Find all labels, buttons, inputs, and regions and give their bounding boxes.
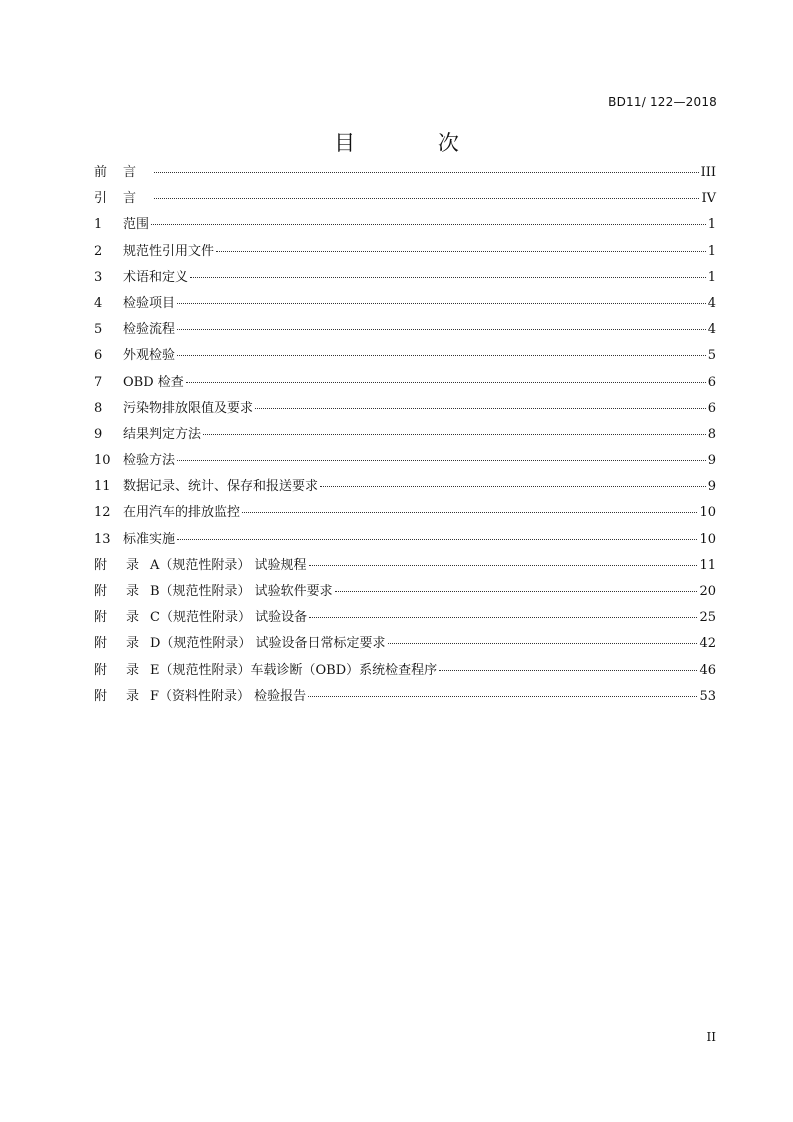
annex-word: 附录: [94, 636, 159, 652]
toc-entry-page: 42: [699, 636, 716, 652]
toc-entry-page: III: [700, 165, 716, 180]
toc-entry-label: 在用汽车的排放监控: [123, 505, 241, 521]
toc-entry-label: B（规范性附录） 试验软件要求: [150, 584, 333, 599]
toc-entry-page: 5: [707, 348, 716, 364]
dot-leader: [177, 460, 706, 461]
dot-leader: [388, 643, 698, 644]
toc-entry-label: 规范性引用文件: [123, 243, 215, 259]
dot-leader: [309, 565, 698, 566]
toc-entry-label: 术语和定义: [123, 269, 189, 285]
dot-leader: [203, 434, 706, 435]
toc-entry-label: 数据记录、统计、保存和报送要求: [123, 479, 319, 495]
toc-entry-number: 12: [94, 505, 111, 521]
toc-annex-b[interactable]: [94, 579, 716, 605]
toc-entry-page: 1: [707, 217, 716, 233]
toc-entry-label: C（规范性附录） 试验设备: [150, 610, 308, 626]
toc-entry-emission-limits[interactable]: [94, 396, 716, 422]
toc-entry-number: 8: [94, 400, 103, 416]
toc-entry-label: 结果判定方法: [123, 426, 202, 442]
toc-entry-page: 4: [707, 322, 716, 338]
toc-entry-number: 5: [94, 322, 103, 338]
toc-entry-inspection-process[interactable]: [94, 317, 716, 343]
dot-leader: [154, 172, 699, 173]
toc-entry-page: 6: [707, 374, 716, 390]
toc-annex-f[interactable]: [94, 684, 716, 710]
dot-leader: [177, 355, 706, 356]
dot-leader: [309, 617, 697, 618]
dot-leader: [439, 670, 697, 671]
dot-leader: [177, 539, 697, 540]
toc-entry-terms-definitions[interactable]: [94, 265, 716, 291]
toc-entry-standard-implementation[interactable]: [94, 527, 716, 553]
toc-entry-label: E（规范性附录）车载诊断（OBD）系统检查程序: [150, 662, 438, 678]
toc-entry-page: 10: [699, 531, 716, 547]
toc-entry-label: 检验方法: [123, 453, 176, 469]
toc-entry-page: 6: [707, 400, 716, 416]
toc-entry-introduction[interactable]: [94, 186, 716, 212]
page-number: II: [706, 1030, 716, 1044]
toc-entry-normative-references[interactable]: [94, 239, 716, 265]
toc-annex-d[interactable]: [94, 631, 716, 657]
toc-entry-label: A（规范性附录） 试验规程: [150, 557, 307, 573]
dot-leader: [177, 303, 706, 304]
toc-entry-page: 11: [699, 557, 716, 573]
dot-leader: [320, 486, 706, 487]
toc-entry-page: 4: [707, 295, 716, 311]
toc-entry-label: F（资料性附录） 检验报告: [150, 688, 307, 704]
dot-leader: [255, 408, 706, 409]
toc-entry-label: 范围: [123, 217, 150, 233]
toc-entry-number: 13: [94, 531, 111, 547]
toc-entry-number: 4: [94, 295, 103, 311]
toc-entry-page: 25: [699, 610, 716, 626]
toc-entry-page: 9: [707, 453, 716, 469]
toc-entry-number: 9: [94, 426, 103, 442]
dot-leader: [335, 591, 698, 592]
toc-entry-label: D（规范性附录） 试验设备日常标定要求: [150, 636, 386, 652]
toc-entry-foreword[interactable]: [94, 160, 716, 186]
toc-entry-label: 检验流程: [123, 322, 176, 338]
dot-leader: [216, 251, 706, 252]
dot-leader: [186, 382, 706, 383]
toc-entry-label: 外观检验: [123, 348, 176, 364]
toc-entry-number: 1: [94, 217, 103, 233]
toc-entry-data-recording[interactable]: [94, 474, 716, 500]
toc-entry-inspection-items[interactable]: [94, 291, 716, 317]
annex-word: 附录: [94, 557, 159, 573]
document-code: BD11/ 122—2018: [608, 95, 717, 109]
toc-entry-page: 46: [699, 662, 716, 678]
table-of-contents: [94, 160, 716, 710]
dot-leader: [177, 329, 706, 330]
toc-annex-c[interactable]: [94, 605, 716, 631]
toc-entry-number: 11: [94, 479, 111, 495]
toc-entry-page: 1: [707, 269, 716, 285]
toc-entry-page: 20: [699, 584, 716, 599]
dot-leader: [151, 224, 706, 225]
toc-entry-emission-monitoring[interactable]: [94, 500, 716, 526]
toc-annex-a[interactable]: [94, 553, 716, 579]
toc-entry-page: 10: [699, 505, 716, 521]
toc-entry-number: 6: [94, 348, 103, 364]
toc-entry-number: 7: [94, 374, 103, 390]
toc-entry-label: 前言: [94, 165, 153, 180]
toc-entry-obd-check[interactable]: [94, 370, 716, 396]
annex-word: 附录: [94, 662, 159, 678]
toc-entry-number: 2: [94, 243, 103, 259]
annex-word: 附录: [94, 610, 159, 626]
dot-leader: [154, 198, 699, 199]
toc-entry-page: IV: [701, 191, 716, 207]
dot-leader: [190, 277, 706, 278]
toc-entry-page: 8: [707, 426, 716, 442]
toc-entry-inspection-method[interactable]: [94, 448, 716, 474]
toc-entry-label: 检验项目: [123, 295, 176, 311]
page-title: 目 次: [334, 131, 497, 155]
dot-leader: [308, 696, 697, 697]
toc-entry-label: 引言: [94, 191, 153, 207]
toc-entry-visual-inspection[interactable]: [94, 343, 716, 369]
toc-entry-number: 10: [94, 453, 111, 469]
toc-entry-page: 1: [707, 243, 716, 259]
toc-entry-page: 9: [707, 479, 716, 495]
toc-entry-label: 污染物排放限值及要求: [123, 400, 254, 416]
toc-entry-judgement-method[interactable]: [94, 422, 716, 448]
annex-word: 附录: [94, 688, 159, 704]
dot-leader: [242, 512, 697, 513]
toc-entry-number: 3: [94, 269, 103, 285]
toc-entry-label: OBD 检查: [123, 374, 184, 390]
toc-entry-scope[interactable]: [94, 212, 716, 238]
toc-entry-label: 标准实施: [123, 531, 176, 547]
toc-annex-e[interactable]: [94, 658, 716, 684]
annex-word: 附录: [94, 584, 159, 599]
toc-entry-page: 53: [699, 688, 716, 704]
